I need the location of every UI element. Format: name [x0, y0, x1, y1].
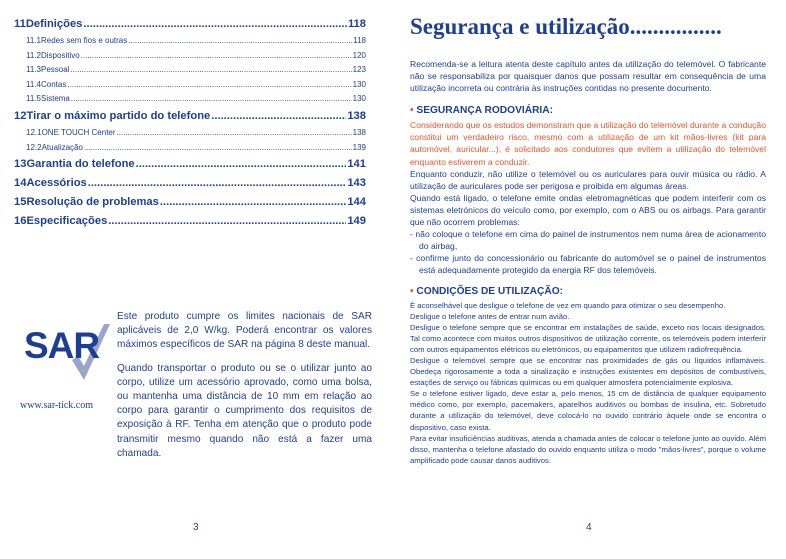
toc-entry: [14, 78, 366, 93]
toc-page: 141: [347, 158, 366, 171]
page-title: Segurança e utilização................: [410, 14, 722, 39]
section-heading-text: CONDIÇÕES DE UTILIZAÇÃO:: [416, 285, 564, 297]
toc-number: 12.2: [26, 142, 42, 152]
usage-paragraph: É aconselhável que desligue o telefone de vez em quando para otimizar o seu desempenho.: [410, 300, 726, 310]
section-road-safety-heading: [410, 104, 766, 117]
toc-leader: [117, 126, 352, 141]
bullet-icon: •: [410, 285, 414, 297]
toc-title: Atualização: [41, 142, 83, 152]
toc-page: 143: [347, 177, 366, 190]
toc-title: Especificações: [26, 215, 108, 228]
toc-leader: [84, 141, 352, 156]
toc-title: Garantia do telefone: [26, 158, 135, 171]
toc-leader: [136, 155, 347, 174]
usage-paragraph: Desligue o telefone sempre que se encontrar em instalações de saúde, exceto nos locais designados. Tal como acontece com muitos outros dispositivos de utilização corrente, os telemóveis podem interferir com outros equipamentos elétricos ou eletrónicos, ou equipamentos que utilizem radiofrequência.: [410, 322, 766, 354]
toc-number: 13: [14, 158, 27, 171]
safety-content: [410, 58, 766, 466]
toc-leader: [211, 107, 346, 126]
toc-page: 149: [347, 215, 366, 228]
toc-title: Acessórios: [26, 177, 87, 190]
road-item-1: - não coloque o telefone em cima do painel de instrumentos nem numa área de acionamento do airbag,: [410, 229, 766, 252]
toc-leader: [108, 212, 346, 231]
bullet-icon: •: [410, 105, 414, 117]
toc-page: 118: [353, 36, 366, 45]
toc-entry: [14, 49, 366, 64]
toc-title: Resolução de problemas: [26, 196, 159, 209]
toc-number: 11.1: [26, 36, 41, 45]
toc-page: 123: [352, 65, 366, 75]
toc-page: 138: [347, 109, 366, 122]
toc-leader: [160, 193, 346, 212]
right-page: [393, 0, 786, 559]
intro-paragraph: Recomenda-se a leitura atenta deste capítulo antes da utilização do telemóvel. O fabricante não se responsabiliza por quaisquer danos que possam resultar em consequência de uma utilização incorreta ou contrária às instruções contidas no presente documento.: [410, 59, 766, 94]
sar-notice: [117, 310, 372, 470]
toc-leader: [70, 63, 351, 78]
toc-title: ONE TOUCH Center: [41, 127, 116, 137]
toc-page: 130: [352, 79, 366, 89]
table-of-contents: [14, 15, 366, 231]
toc-leader: [81, 49, 352, 64]
toc-number: 12: [14, 109, 27, 122]
toc-title: Contas: [40, 79, 67, 89]
toc-entry: [14, 34, 366, 49]
toc-leader: [128, 34, 352, 49]
toc-leader: [67, 78, 351, 93]
toc-entry: [14, 193, 366, 212]
usage-paragraph: Para evitar insuficiências auditivas, atenda a chamada antes de colocar o telefone junto ao ouvido. Além disso, mantenha o telefone afastado do ouvido enquanto utiliza o modo "mãos-livres", porque o volume amplificado pode causar danos auditivos.: [410, 433, 766, 465]
toc-number: 14: [14, 177, 27, 190]
usage-paragraph: Desligue o telefone antes de entrar num avião.: [410, 311, 570, 321]
toc-number: 11.2: [26, 50, 41, 60]
toc-page: 144: [347, 196, 366, 209]
toc-entry: [14, 141, 366, 156]
toc-title: Definições: [25, 18, 83, 30]
toc-entry: [14, 155, 366, 174]
toc-title: Dispositivo: [40, 50, 80, 60]
usage-paragraphs: [410, 300, 766, 466]
toc-page: 138: [352, 127, 366, 137]
toc-number: 15: [14, 196, 27, 209]
toc-leader: [88, 174, 347, 193]
toc-entry: [14, 126, 366, 141]
toc-leader: [83, 15, 347, 34]
toc-title: Pessoal: [40, 65, 70, 75]
toc-entry: [14, 212, 366, 231]
toc-entry: [14, 174, 366, 193]
toc-entry: [14, 107, 366, 126]
sar-logo-text: SAR: [24, 325, 100, 366]
toc-number: 11.5: [26, 94, 41, 104]
toc-number: 11: [14, 18, 26, 30]
road-paragraph-1: Enquanto conduzir, não utilize o telemóvel ou os auriculares para ouvir música ou rádio. A utilização de auriculares pode ser perigosa e proibida em algumas áreas.: [410, 168, 766, 191]
sar-paragraph-1: Este produto cumpre os limites nacionais de SAR aplicáveis de 2,0 W/kg. Poderá encontrar os valores máximos específicos de SAR na página 8 deste manual.: [117, 311, 372, 351]
toc-page: 139: [352, 142, 366, 152]
toc-page: 120: [352, 50, 366, 60]
toc-title: Sistema: [40, 94, 70, 104]
page-number-left: 3: [193, 522, 199, 533]
toc-number: 12.1: [26, 127, 42, 137]
usage-paragraph: Se o telefone estiver ligado, deve estar a, pelo menos, 15 cm de distância de qualquer equipamento médico como, por exemplo, pacemakers, aparelhos auditivos ou bombas de insulina, etc. Sobretudo durante a utilização do telemóvel, deve colocá-lo no ouvido contrário àquele onde se encontra o dispositivo, caso exista.: [410, 389, 766, 432]
road-item-2: - confirme junto do concessionário ou fabricante do automóvel se o painel de instrumentos está adequadamente protegido da energia RF dos telemóveis.: [410, 253, 766, 276]
section-usage-heading: [410, 285, 766, 298]
toc-entry: [14, 92, 366, 107]
toc-leader: [71, 92, 352, 107]
toc-number: 11.3: [26, 65, 41, 75]
toc-number: 11.4: [26, 79, 41, 89]
sar-url: www.sar-tick.com: [20, 400, 94, 411]
toc-title: Tirar o máximo partido do telefone: [26, 109, 211, 122]
road-paragraph-2: Quando está ligado, o telefone emite ondas eletromagnéticas que podem interferir com os sistemas eletrónicos do veículo como, por exemplo, com o ABS ou os airbags. Para garantir que não ocorrem problemas:: [410, 192, 766, 228]
toc-entry: [14, 63, 366, 78]
toc-entry: [14, 15, 366, 34]
page-number-right: 4: [586, 522, 592, 533]
usage-paragraph: Desligue o telemóvel sempre que se encontrar nas proximidades de gás ou líquidos inflamáveis. Obedeça rigorosamente a toda a sinalização e instruções existentes em depósitos de combustíveis, estações de serviço ou fábricas químicas ou em qualquer atmosfera potencialmente explosiva.: [410, 355, 766, 388]
road-warning: Considerando que os estudos demonstram que a utilização do telemóvel durante a condução constitui um verdadeiro risco, mesmo com a utilização de um kit mãos-livres (kit para automóvel, auricular...), é solicitado aos condutores que evitem a utilização do telemóvel enquanto estiverem a conduzir.: [410, 120, 766, 167]
section-heading-text: SEGURANÇA RODOVIÁRIA:: [416, 105, 554, 117]
toc-page: 118: [347, 18, 366, 30]
sar-paragraph-2: Quando transportar o produto ou se o utilizar junto ao corpo, utilize um acessório aprovado, como uma bolsa, ou mantenha uma distância de 10 mm em relação ao corpo para garantir o cumprimento dos requisitos de exposição à RF. Tenha em atenção que o produto pode transmitir mesmo quando não está a fazer uma chamada.: [117, 362, 372, 459]
toc-title: Redes sem fios e outras: [40, 36, 128, 45]
toc-page: 130: [352, 94, 366, 104]
toc-number: 16: [14, 215, 27, 228]
